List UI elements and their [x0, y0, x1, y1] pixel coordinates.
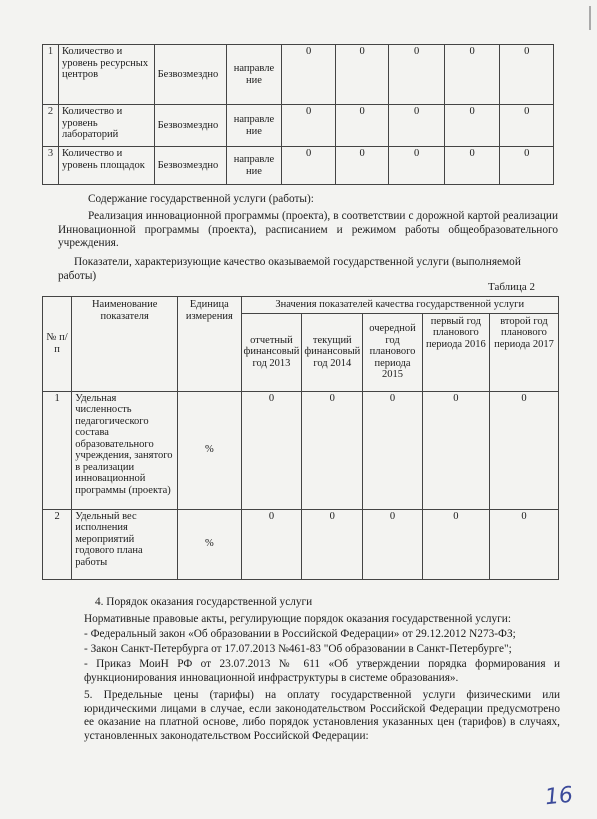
- col-header-name: Наименование показателя: [72, 297, 178, 392]
- row-payment: Безвозмездно: [154, 45, 226, 105]
- normative-item: - Федеральный закон «Об образовании в Российской Федерации» от 29.12.2012 N273-ФЗ;: [84, 628, 516, 640]
- table-row: [43, 391, 559, 509]
- row-name: Удельная численность педагогического состава образовательного учреждения, занятого в реализации инновационной программы (проекта): [72, 391, 178, 509]
- page-number: 16: [543, 782, 575, 811]
- row-value: 0: [389, 105, 444, 147]
- normative-item: - Приказ МоиН РФ от 23.07.2013 № 611 «Об утверждении порядка формирования и функционирования инновационной инфраструктуры в системе образования».: [84, 658, 560, 684]
- table-row: [43, 147, 554, 185]
- col-header-year: первый год планового периода 2016: [422, 313, 489, 391]
- row-value: 0: [500, 105, 554, 147]
- row-value: 0: [422, 509, 489, 579]
- row-value: 0: [282, 147, 336, 185]
- row-number: 1: [43, 391, 72, 509]
- row-value: 0: [500, 45, 554, 105]
- col-header-year: отчетный финансовый год 2013: [241, 313, 302, 391]
- row-number: 2: [43, 509, 72, 579]
- work-volume-table: [42, 44, 554, 185]
- row-value: 0: [444, 105, 499, 147]
- table2-label: Таблица 2: [488, 281, 536, 293]
- quality-indicators-table: [42, 296, 559, 580]
- col-header-year: текущий финансовый год 2014: [302, 313, 363, 391]
- col-header-num: № п/п: [43, 297, 72, 392]
- row-number: 1: [43, 45, 59, 105]
- row-direction: направле ние: [226, 105, 282, 147]
- row-value: 0: [335, 147, 389, 185]
- row-direction: направле ние: [226, 147, 282, 185]
- row-value: 0: [444, 45, 499, 105]
- row-value: 0: [302, 509, 363, 579]
- row-name: Количество и уровень площадок: [58, 147, 154, 185]
- row-payment: Безвозмездно: [154, 105, 226, 147]
- row-value: 0: [389, 45, 444, 105]
- row-value: 0: [335, 45, 389, 105]
- col-header-year: очередной год планового периода 2015: [363, 313, 423, 391]
- normative-item: - Закон Санкт-Петербурга от 17.07.2013 №461-83 "Об образовании в Санкт-Петербурге";: [84, 643, 512, 655]
- table-row: [43, 509, 559, 579]
- row-value: 0: [500, 147, 554, 185]
- row-value: 0: [282, 45, 336, 105]
- row-unit: %: [178, 391, 241, 509]
- row-value: 0: [363, 509, 423, 579]
- section4-heading: 4. Порядок оказания государственной услуги: [95, 596, 313, 608]
- table-row: [43, 105, 554, 147]
- row-value: 0: [282, 105, 336, 147]
- row-value: 0: [489, 509, 558, 579]
- page-corner-mark: [577, 6, 591, 30]
- row-value: 0: [389, 147, 444, 185]
- row-direction: направле ние: [226, 45, 282, 105]
- row-name: Удельный вес исполнения мероприятий годового плана работы: [72, 509, 178, 579]
- row-payment: Безвозмездно: [154, 147, 226, 185]
- content-text: Реализация инновационной программы (проекта), в соответствии с дорожной картой реализации Инновационной программы (проекта), расписанием и режимом работы общеобразовательного учреждения.: [58, 210, 558, 249]
- row-name: Количество и уровень лабораторий: [58, 105, 154, 147]
- row-value: 0: [335, 105, 389, 147]
- row-value: 0: [363, 391, 423, 509]
- row-value: 0: [444, 147, 499, 185]
- col-header-year: второй год планового периода 2017: [489, 313, 558, 391]
- indicators-heading: Показатели, характеризующие качество оказываемой государственной услуги (выполняемой работы): [58, 256, 521, 282]
- row-unit: %: [178, 509, 241, 579]
- table-row: [43, 45, 554, 105]
- row-number: 3: [43, 147, 59, 185]
- row-value: 0: [422, 391, 489, 509]
- row-value: 0: [489, 391, 558, 509]
- section5-text: 5. Предельные цены (тарифы) на оплату государственной услуги физическими или юридическими лицами в случае, если законодательством Российской Федерации предусмотрено ее оказание на платной основе, либо порядок установления указанных цен (тарифов) в случаях, установленных законодательством Российской Федерации:: [84, 689, 560, 742]
- row-name: Количество и уровень ресурсных центров: [58, 45, 154, 105]
- row-number: 2: [43, 105, 59, 147]
- row-value: 0: [241, 509, 302, 579]
- normative-intro: Нормативные правовые акты, регулирующие порядок оказания государственной услуги:: [84, 613, 511, 625]
- col-header-values-group: Значения показателей качества государственной услуги: [241, 297, 558, 314]
- content-heading: Содержание государственной услуги (работы):: [88, 193, 314, 205]
- row-value: 0: [241, 391, 302, 509]
- row-value: 0: [302, 391, 363, 509]
- col-header-unit: Единица измерения: [178, 297, 241, 392]
